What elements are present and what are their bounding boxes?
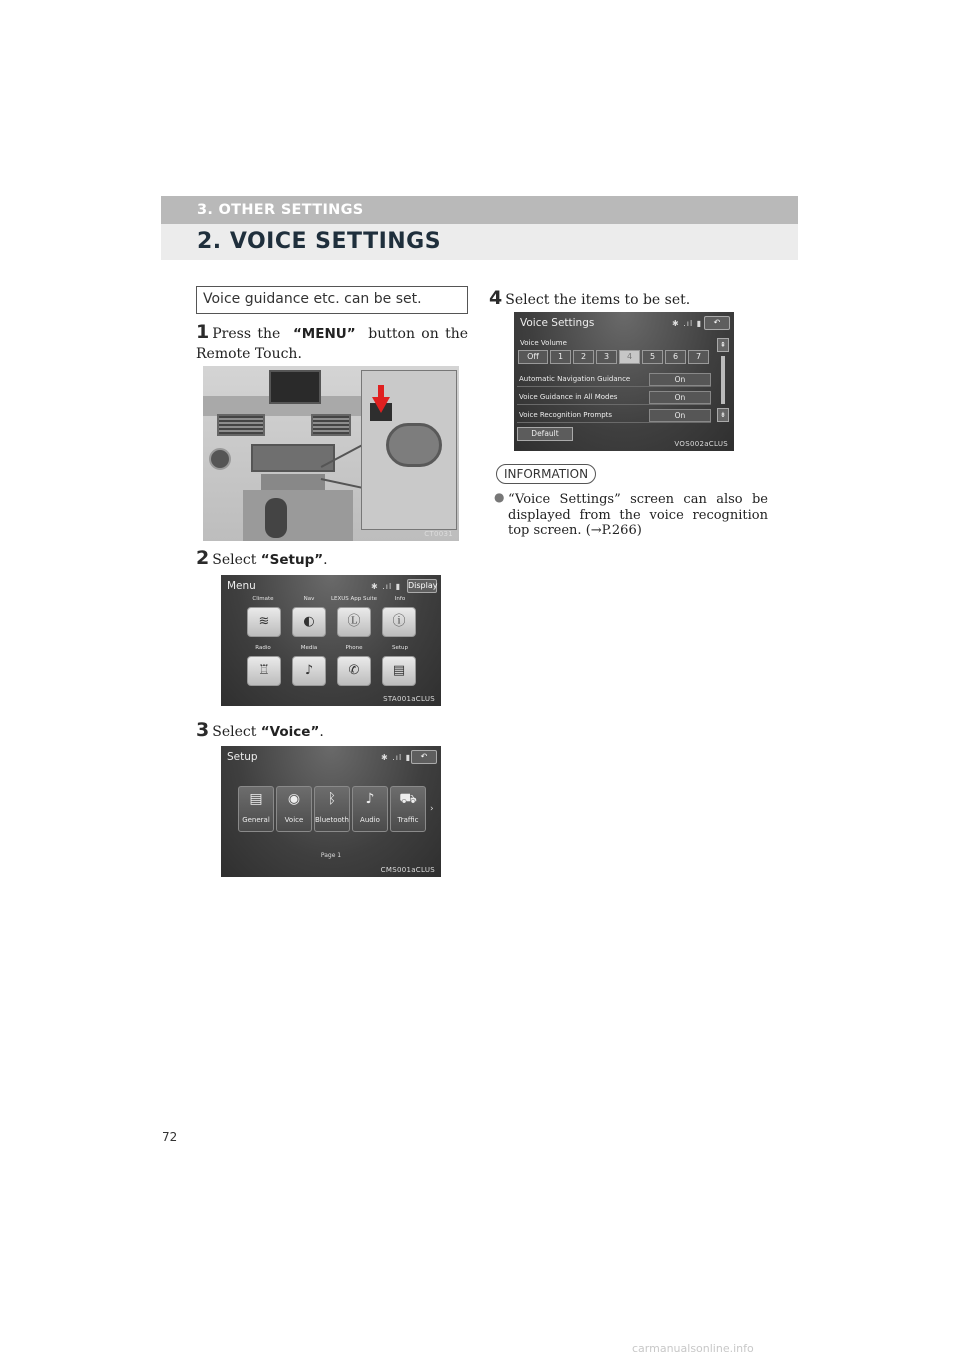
menu-label-radio: Radio: [255, 645, 271, 651]
step-number: 3: [196, 719, 210, 741]
remote-touch-pad: [386, 423, 442, 467]
lexus-icon[interactable]: Ⓛ: [337, 607, 371, 637]
shifter-icon: [265, 498, 287, 538]
tile-label: Audio: [360, 816, 380, 824]
status-icons: ✱ .ıl ▮: [381, 753, 412, 762]
step-text: Select the items to be set.: [505, 292, 691, 308]
figure-code: CT0031: [424, 530, 453, 538]
tile-label: Traffic: [397, 816, 419, 824]
menu-label-lexus: LEXUS App Suite: [330, 596, 378, 602]
menu-label-setup: Setup: [391, 645, 408, 651]
setting-label: Voice Guidance in All Modes: [519, 393, 618, 401]
section-title: 3. OTHER SETTINGS: [197, 202, 364, 218]
information-label: INFORMATION: [503, 467, 589, 481]
tile-label: Bluetooth: [315, 816, 349, 824]
step-number: 2: [196, 547, 210, 569]
nav-icon[interactable]: ◐: [292, 607, 326, 637]
status-icons: ✱ .ıl ▮: [371, 582, 402, 591]
figure-code: CMS001aCLUS: [380, 866, 435, 874]
scroll-track[interactable]: [721, 356, 725, 404]
page-indicator: Page 1: [320, 852, 342, 859]
step-text: Select: [212, 724, 257, 740]
page-title: 2. VOICE SETTINGS: [197, 229, 442, 254]
display-button[interactable]: Display: [407, 579, 437, 593]
information-text: “Voice Settings” screen can also be displayed from the voice recognition top screen. (→P.266): [508, 492, 768, 538]
step-1: [196, 322, 468, 364]
step-number: 1: [196, 321, 210, 343]
voice-icon: ◉: [287, 791, 301, 807]
status-icons: ✱ .ıl ▮: [672, 319, 703, 328]
setting-row[interactable]: [517, 390, 711, 405]
setup-tile-traffic[interactable]: [390, 786, 426, 832]
voice-settings-screen-figure: [514, 312, 734, 451]
climate-icon[interactable]: ≋: [247, 607, 281, 637]
step-2: [196, 548, 328, 570]
info-icon[interactable]: ⓘ: [382, 607, 416, 637]
intro-box: [196, 286, 468, 314]
back-icon[interactable]: ↶: [704, 316, 730, 330]
setting-row[interactable]: [517, 408, 711, 423]
step-text: Select: [212, 552, 257, 568]
step-number: 4: [489, 287, 503, 309]
knob-icon: [209, 448, 231, 470]
setup-screen-figure: [221, 746, 441, 877]
general-icon: ▤: [249, 791, 263, 807]
menu-label-climate: Climate: [252, 596, 274, 602]
screen-title: Setup: [227, 751, 258, 763]
setup-icon[interactable]: ▤: [382, 656, 416, 686]
bluetooth-icon: ᛒ: [327, 791, 337, 807]
back-icon[interactable]: ↶: [411, 750, 437, 764]
setup-tile-general[interactable]: [238, 786, 274, 832]
step-text-after: .: [319, 724, 324, 740]
setting-toggle[interactable]: On: [649, 373, 711, 386]
volume-option-6[interactable]: 6: [665, 350, 686, 364]
default-button[interactable]: Default: [517, 427, 573, 441]
menu-screen-figure: [221, 575, 441, 706]
volume-option-3[interactable]: 3: [596, 350, 617, 364]
volume-option-off[interactable]: Off: [518, 350, 548, 364]
step-text: Press the: [212, 326, 281, 342]
bullet-icon: ●: [494, 490, 505, 504]
menu-label-nav: Nav: [303, 596, 315, 602]
setting-label: Voice Recognition Prompts: [519, 411, 613, 419]
media-icon[interactable]: ♪: [292, 656, 326, 686]
setting-toggle[interactable]: On: [649, 409, 711, 422]
display-screen: [269, 370, 321, 404]
dashboard-figure: [203, 366, 459, 541]
intro-text: Voice guidance etc. can be set.: [203, 291, 422, 307]
setup-tile-bluetooth[interactable]: [314, 786, 350, 832]
remote-touch-inset: [361, 370, 457, 530]
setting-label: Automatic Navigation Guidance: [519, 375, 631, 383]
control-panel: [251, 444, 335, 472]
step-3: [196, 720, 324, 742]
arrow-icon: [372, 397, 390, 413]
setting-toggle[interactable]: On: [649, 391, 711, 404]
step-highlight: “Voice”: [260, 724, 320, 740]
step-text-after: .: [323, 552, 328, 568]
chevron-right-icon[interactable]: ›: [430, 804, 434, 814]
setup-tile-audio[interactable]: [352, 786, 388, 832]
information-tag: [496, 464, 596, 484]
tile-label: General: [242, 816, 270, 824]
page-up-icon[interactable]: ⇞: [717, 338, 729, 352]
phone-icon[interactable]: ✆: [337, 656, 371, 686]
volume-option-1[interactable]: 1: [550, 350, 571, 364]
step-text-after: button on the Remote Touch.: [196, 326, 468, 362]
voice-volume-label: Voice Volume: [520, 339, 567, 347]
radio-icon[interactable]: ♖: [247, 656, 281, 686]
page-number: 72: [162, 1130, 178, 1144]
menu-label-info: Info: [394, 596, 406, 602]
traffic-icon: ⛟: [399, 791, 417, 807]
volume-option-2[interactable]: 2: [573, 350, 594, 364]
menu-label-phone: Phone: [345, 645, 363, 651]
volume-option-4[interactable]: 4: [619, 350, 640, 364]
scrollbar[interactable]: [717, 338, 729, 424]
screen-title: Menu: [227, 580, 256, 592]
page-title-bar: [161, 224, 798, 260]
audio-icon: ♪: [365, 791, 375, 807]
page-down-icon[interactable]: ⇟: [717, 408, 729, 422]
tile-label: Voice: [284, 816, 304, 824]
volume-option-7[interactable]: 7: [688, 350, 709, 364]
figure-code: STA001aCLUS: [383, 695, 435, 703]
section-header: [161, 196, 798, 224]
screen-title: Voice Settings: [520, 317, 595, 329]
setup-tile-voice[interactable]: [276, 786, 312, 832]
step-4: [489, 288, 690, 310]
figure-code: VOS002aCLUS: [674, 440, 728, 448]
setting-row[interactable]: [517, 372, 711, 387]
watermark: carmanualsonline.info: [632, 1342, 754, 1355]
menu-label-media: Media: [300, 645, 318, 651]
volume-option-5[interactable]: 5: [642, 350, 663, 364]
step-highlight: “Setup”: [260, 552, 324, 568]
step-highlight: “MENU”: [292, 326, 356, 342]
